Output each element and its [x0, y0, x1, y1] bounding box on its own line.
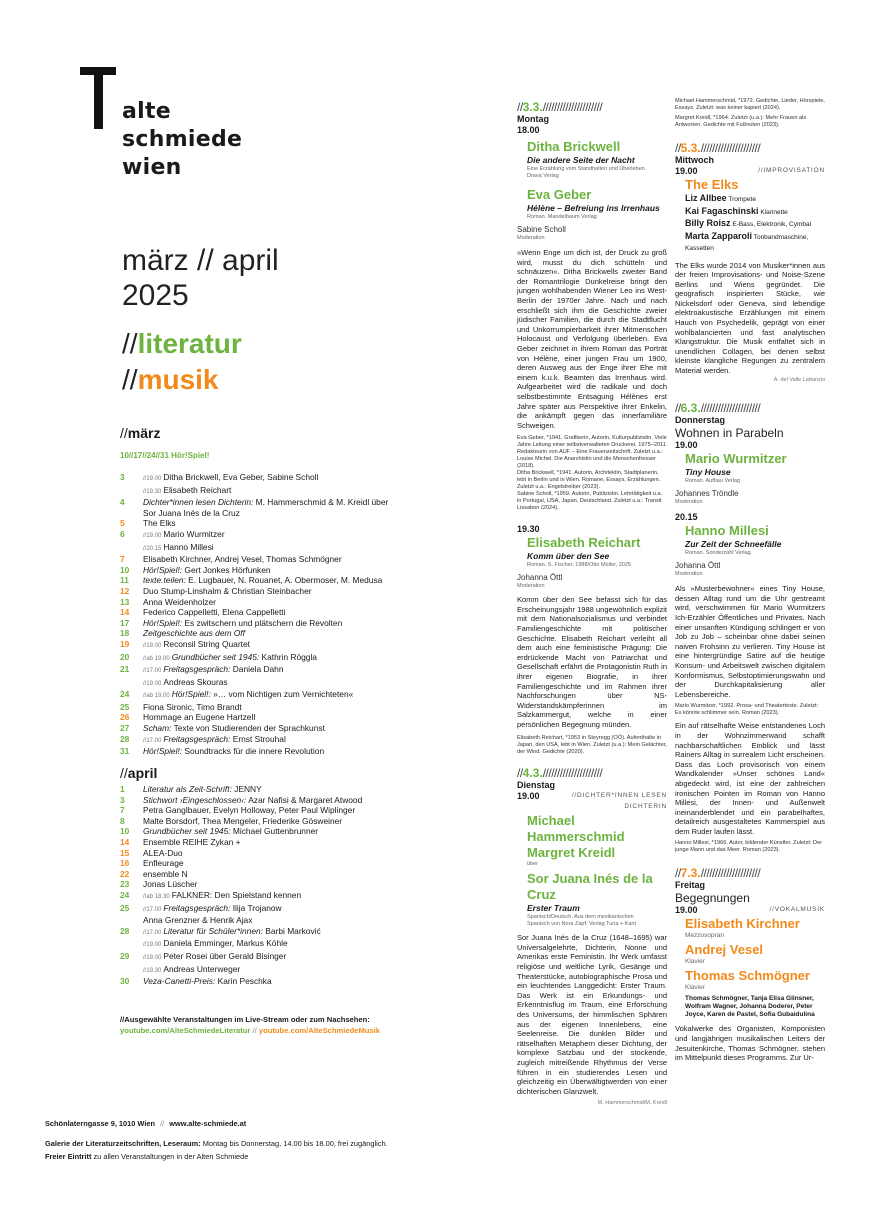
event-name: Thomas Schmögner	[685, 968, 810, 984]
calendar-entry[interactable]	[120, 518, 460, 529]
calendar-text: Hör!Spiel!: Es zwitschern und plätschern die Revolten	[143, 617, 343, 628]
calendar-day	[120, 964, 143, 977]
calendar-time: //ab 19.00	[143, 655, 170, 662]
calendar-entry[interactable]	[120, 848, 460, 859]
calendar-text: //ab 19.00 Hör!Spiel!: »… vom Nichtigen zum Vernichteten«	[143, 689, 354, 700]
calendar-text: ALEA-Duo	[143, 847, 183, 858]
calendar-time: //20.15	[143, 545, 162, 552]
stream-link-musik[interactable]: youtube.com/AlteSchmiedeMusik	[258, 1026, 380, 1035]
calendar-day: 13	[120, 596, 130, 607]
moderator-role: Moderation	[517, 235, 545, 241]
calendar-entry[interactable]	[120, 689, 460, 702]
calendar-entry[interactable]	[120, 677, 460, 690]
calendar-day	[120, 542, 143, 555]
calendar-text: Anna Weidenholzer	[143, 596, 216, 607]
calendar-text: Duo Stump-Linshalm & Christian Steinbacher	[143, 585, 312, 596]
musician	[685, 231, 825, 255]
musician-name: Marta Zapparoli	[685, 230, 753, 241]
bio: Michael Hammerschmid, *1972. Gedichte, Lieder, Hörspiele, Essays. Zuletzt: was keiner kapiert (2024).	[675, 98, 825, 111]
calendar-entry[interactable]	[120, 879, 460, 890]
calendar-entry[interactable]	[120, 664, 460, 677]
calendar-day: 8	[120, 815, 125, 826]
calendar-day: 11	[120, 575, 129, 586]
cat-musik-label: musik	[137, 364, 219, 395]
calendar-time: //19.00	[143, 942, 162, 949]
calendar-day: 17	[120, 617, 130, 628]
event-description: Ein auf rätselhafte Weise entstandenes Loch in der Wohnzimmerwand schafft nachbarschaftlichen Einblick und lässt Rainers Alltag in surrealem Licht erscheinen. Dass das Loch provisorisch von einem Wandkalender »Unser schönes Land« abgedeckt wird, ist eine der zahlreichen ironischen Pointen im Roman von Hanno Millesi, der Innen- und Außenwelt ineinanderblendet und ein parabelhaftes, detailreich ausgestaltetes Kammerspiel aus dem Ruder laufen lässt.	[675, 721, 825, 836]
brand-wordmark	[122, 98, 242, 182]
bio: Mario Wurmitzer, *1992. Prosa- und Theatertexte. Zuletzt: Es könnte schlimmer sein. Roman (2023).	[675, 703, 819, 717]
event-name: Elisabeth Reichart	[527, 535, 641, 551]
footer-galerie-hours: Montag bis Donnerstag, 14.00 bis 18.00, frei zugänglich.	[202, 1139, 388, 1148]
calendar-entry[interactable]	[120, 903, 460, 916]
calendar-entry[interactable]	[120, 926, 460, 939]
calendar-text: //20.15 Hanno Millesi	[143, 541, 214, 552]
moderator: Johanna Öttl	[675, 561, 721, 571]
date-6-3: //6.3./////////////////////	[675, 401, 761, 416]
event-tag: //IMPROVISATION	[758, 167, 825, 174]
season-year: 2025	[122, 279, 189, 312]
book-title: Die andere Seite der Nacht	[527, 155, 635, 165]
moderator: Johanna Öttl	[517, 573, 563, 583]
weekday: Donnerstag	[675, 415, 726, 426]
calendar-day	[120, 938, 143, 951]
calendar-day	[120, 915, 143, 926]
calendar-entry[interactable]	[120, 938, 460, 951]
footer: Schönlaterngasse 9, 1010 Wien // www.alte-schmiede.at Galerie der Literaturzeitschriften, Leseraum: Montag bis Donnerstag, 14.00 bis 18.00, frei zugänglich. Freier Eintritt zu allen Veranstaltungen in der Alten Schmiede	[45, 1119, 388, 1161]
event-time: 19.00	[675, 440, 698, 451]
calendar-time: //19.00	[143, 642, 162, 649]
calendar-day: 21	[120, 664, 130, 675]
calendar-day: 29	[120, 950, 130, 961]
date-5-3: //5.3./////////////////////	[675, 141, 761, 155]
calendar-day: 4	[120, 497, 125, 508]
brand-line-3: wien	[122, 155, 182, 180]
book-meta: Spanisch/Deutsch. Aus dem mexikanischen	[527, 914, 634, 921]
event-name: Ditha Brickwell	[527, 139, 621, 154]
calendar-entry[interactable]	[120, 652, 460, 665]
event-name: Sor Juana Inés de la Cruz	[527, 871, 653, 903]
calendar-entry[interactable]	[120, 746, 460, 757]
calendar-day: 23	[120, 879, 130, 890]
calendar-time: //17.00	[143, 668, 162, 675]
cat-slash: //	[122, 364, 138, 395]
calendar-time: //19.00	[143, 476, 162, 482]
season-months: märz // april	[122, 244, 279, 277]
event-description: Komm über den See befasst sich für das Erscheinungsjahr 1988 ungewöhnlich explizit mit dem Nationalsozialismus und verbindet Familiengeschichte mit politischer Geschichte. Elisabeth Reichart verleiht all dem auch eine feministische Prägung: Die erdrückende Macht von Patriarchat und Gesellschaft erfährt die Protagonistin Ruth in ihrer eigenen Biografie, in ihrer Familiengeschichte und im Rahmen ihrer Nachforschungen über NS-Widerstandskämpferinnen im Salzkammergut, welche in einer persönlichen Begegnung münden.	[517, 595, 667, 729]
book-title: Tiny House	[685, 467, 731, 478]
calendar-entry[interactable]	[120, 508, 460, 519]
calendar-entry[interactable]	[120, 618, 460, 629]
calendar-entry[interactable]	[120, 964, 460, 977]
calendar-text: Jonas Lüscher	[143, 879, 198, 890]
calendar-entry[interactable]	[120, 734, 460, 747]
brand-line-2: schmiede	[122, 127, 243, 152]
calendar-text: //17.00 Freitagsgespräch: Daniela Dahn	[143, 664, 284, 675]
moderator: Johannes Tröndle	[675, 489, 739, 499]
calendar-text: //19.00 Mario Wurmitzer	[143, 528, 225, 539]
calendar-text: Enfleurage	[143, 858, 184, 869]
calendar-text: //19.00 Andreas Skouras	[143, 676, 228, 687]
event-name: Mario Wurmitzer	[685, 451, 787, 467]
calendar-day: 25	[120, 701, 130, 712]
calendar-april	[120, 784, 460, 987]
calendar-text: //19.30 Andreas Unterweger	[143, 963, 241, 974]
moderator-role: Moderation	[517, 583, 545, 590]
composer-list: Thomas Schmögner, Tanja Elisa Glinsner, Wolfram Wagner, Johanna Doderer, Peter Joyce, Karen de Pastel, Sofia Gubaidulina	[685, 995, 815, 1019]
stream-link-literatur[interactable]: youtube.com/AlteSchmiedeLiteratur	[120, 1026, 251, 1035]
calendar-text: //19.00 Daniela Emminger, Markus Köhle	[143, 938, 288, 949]
musician-name: Liz Allbee	[685, 193, 727, 203]
event-description: The Elks wurde 2014 von Musiker*innen aus der freien Improvisations- und Noise-Szene Berlins und Wiens gegründet. Die geografisch inspirierten Stücke, wie Nickelsdorf oder Geneva, sind lebendige elektroakustische Erzählungen mit einem Hauch von Psychedelik, geprägt von einer wohlbalancierten und fast analytischen Klangstruktur. Die Musik entfaltet sich in unendlichen Collagen, bei denen selbst kleinste klangliche Regungen zu zentralem Material werden.	[675, 260, 825, 376]
calendar-entry[interactable]	[120, 586, 460, 597]
calendar-entry[interactable]	[120, 795, 460, 806]
logo-hammer-handle	[94, 67, 103, 129]
calendar-entry[interactable]	[120, 712, 460, 723]
event-description: Vokalwerke des Organisten, Komponisten und langjährigen musikalischen Leiters der Jesuitenkirche, Thomas Schmögner, stehen im Mittelpunkt dieses Programms. Zur Ur-	[675, 1024, 825, 1063]
calendar-entry[interactable]	[120, 607, 460, 618]
column-events-2	[675, 98, 825, 1063]
calendar-time: //19.00	[143, 680, 162, 687]
event-time: 19.00	[675, 166, 698, 176]
month-heading-april: //april	[120, 765, 158, 781]
calendar-maerz	[120, 472, 460, 757]
stream-text: //Ausgewählte Veranstaltungen im Live-Stream oder zum Nachsehen:	[120, 1015, 370, 1024]
event-tag: //DICHTER*INNEN LESEN	[571, 791, 667, 799]
calendar-text: Veza-Canetti-Preis: Karin Peschka	[143, 976, 272, 987]
category-musik	[122, 364, 219, 396]
weekday: Mittwoch	[675, 155, 714, 165]
event-time: 19.00	[517, 790, 540, 801]
bio: Hanno Millesi, *1966. Autor, bildender Künstler. Zuletzt: Der junge Mann und das Meer. Roman (2023).	[675, 840, 823, 854]
calendar-entry[interactable]	[120, 951, 460, 964]
calendar-entry[interactable]	[120, 529, 460, 542]
footer-website-link[interactable]: www.alte-schmiede.at	[169, 1119, 247, 1128]
event-description: »Wenn Enge um dich ist, der Druck zu groß wird, musst du dich schütteln und schnäuzen«. Ditha Brickwells zweiter Band der Romantrilogie Dunkelreise bringt den jungen wohlhabenden Wiener Leo ins West-Berlin der 1970er Jahre. Nach und nach erschließt sich ihm die Geschichte zweier jüdischer Familien, die durch die Stadtflucht und Unkorrumpierbarkeit ihrer Mitmenschen Holocaust und Verfolgung überleben. Eva Geber zeichnet in ihrem Roman das Porträt von Hélène, einer jungen Frau um 1900, deren Ausweg aus der Enge ihrer Ehe mit einem k.u.k. Beamten das Irrenhaus wird. Aufgearbeitet wird die radikale und doch selbstbestimmte Entsagung Hélènes erst Jahre später aus Perspektive ihrer Enkelin, die ankämpft gegen das innerfamiliäre Schweigen.	[517, 248, 667, 430]
calendar-entry[interactable]	[120, 575, 460, 586]
calendar-day: 28	[120, 925, 130, 936]
calendar-entry[interactable]	[120, 597, 460, 608]
book-meta: Spanisch von Nora Zapf. Verlag Turia + Kant	[527, 921, 636, 928]
season-title	[122, 243, 279, 313]
event-name: Michael Hammerschmid	[527, 813, 625, 845]
calendar-day: 10	[120, 564, 130, 575]
cat-slash: //	[122, 328, 138, 359]
calendar-day: 22	[120, 868, 130, 879]
performer-role: Klavier	[685, 958, 705, 966]
event-name: The Elks	[685, 177, 739, 192]
bio: Elisabeth Reichart, *1953 in Steyregg (OÖ). Aufenthalte in Japan, den USA, lebt in Wien. Zuletzt (u.a.): Mein Gelächter, der Wind. Gedichte (2020).	[517, 734, 667, 755]
moderator-role: Moderation	[675, 499, 703, 506]
calendar-text: Hör!Spiel!: Gert Jonkes Hörfunken	[143, 564, 271, 575]
calendar-time: //ab 18.30	[143, 893, 170, 900]
calendar-entry[interactable]	[120, 858, 460, 869]
date-3-3: //3.3./////////////////////	[517, 100, 603, 114]
calendar-text: //19.30 Elisabeth Reichart	[143, 484, 232, 495]
calendar-day: 7	[120, 805, 125, 816]
calendar-entry[interactable]	[120, 723, 460, 734]
calendar-day: 24	[120, 889, 130, 900]
calendar-day: 20	[120, 651, 130, 662]
weekday: Montag	[517, 114, 549, 124]
calendar-entry[interactable]	[120, 784, 460, 795]
brand-line-1: alte	[122, 99, 172, 124]
calendar-entry[interactable]	[120, 837, 460, 848]
calendar-day: 3	[120, 794, 125, 805]
calendar-text: The Elks	[143, 518, 176, 529]
calendar-day: 14	[120, 607, 130, 618]
calendar-entry[interactable]	[120, 554, 460, 565]
calendar-text: //19.00 Ditha Brickwell, Eva Geber, Sabine Scholl	[143, 472, 319, 482]
musician-instrument: Klarinette	[758, 208, 788, 216]
calendar-day	[120, 485, 143, 498]
event-name: Hanno Millesi	[685, 523, 769, 539]
event-name: Eva Geber	[527, 187, 592, 202]
event-time: 18.00	[517, 125, 540, 135]
performer-role: Klavier	[685, 984, 705, 992]
calendar-text: //19.00 Peter Rosei über Gerald Bisinger	[143, 950, 287, 961]
calendar-entry[interactable]	[120, 805, 460, 816]
book-meta: Roman. Aufbau Verlag	[685, 478, 741, 485]
calendar-entry[interactable]	[120, 497, 460, 508]
calendar-text: Fiona Sironic, Timo Brandt	[143, 701, 242, 712]
calendar-entry[interactable]	[120, 816, 460, 827]
calendar-entry[interactable]	[120, 890, 460, 903]
musician-name: Kai Fagaschinski	[685, 205, 759, 216]
bio: Eva Geber, *1941. Grafikerin, Autorin, Kulturpublizistin. Viele Jahre Leitung einer selbstverwalteten Druckerei, 1975–2011 Redakteurin von AUF – Eine Frauenzeitschrift. Zuletzt u.a.: Louise Michel. Die Anarchistin und die Menschenfresser (2018).	[517, 435, 667, 470]
calendar-entry[interactable]	[120, 869, 460, 880]
calendar-text: Hör!Spiel!: Soundtracks für die innere Revolution	[143, 746, 325, 757]
calendar-time: //17.00	[143, 737, 162, 744]
calendar-day	[120, 677, 143, 690]
bio: Margret Kreidl, *1964. Zuletzt (u.a.): Mehr Frauen als Antworten. Gedichte mit Fußnoten (2023).	[675, 115, 807, 128]
calendar-day: 12	[120, 585, 130, 596]
calendar-text: Sor Juana Inés de la Cruz	[143, 507, 240, 518]
event-name: Andrej Vesel	[685, 942, 764, 958]
month-heading-maerz: //märz	[120, 425, 161, 441]
footer-galerie-label: Galerie der Literaturzeitschriften, Leseraum:	[45, 1139, 201, 1148]
book-meta: Eine Erzählung vom Standhalten und Überleben.	[527, 166, 647, 172]
book-title: Erster Traum	[527, 903, 580, 914]
musician	[685, 193, 825, 206]
hoerspiel-dates: 10//17//24//31 Hör!Spiel!	[120, 451, 210, 460]
calendar-day: 16	[120, 858, 130, 869]
calendar-text: Zeitgeschichte aus dem Off	[143, 628, 245, 639]
musician	[685, 206, 825, 219]
calendar-text: Ensemble REIHE Zykan +	[143, 836, 241, 847]
calendar-text: Anna Grenzner & Henrik Ajax	[143, 915, 253, 926]
calendar-day	[120, 508, 143, 519]
event-description: Sor Juana Inés de la Cruz (1648–1695) war Universalgelehrte, Dichterin, Nonne und Amerikas erste Feministin. Ihr Werk umfasst religiöse und weltliche Lyrik, Gesänge und Theaterstücke, autobiographische Prosa und ein leuchtendes Langgedicht: Erster Traum. Das Werk ist ein Erkundungs- und Erkenntnisflug im Traum, eine Erforschung des Universums, der himmlischen Sphären aus der eigenen Innenlebens, eine Seelenreise. Die dunklen Bilder und rätselhaften Metaphern dieser Dichtung, der komplexe Satzbau und der stockende, zugleich mitreißende Rhythmus der Verse führen in ein studierendes Lesen und gleichzeitig ein Überwältigtwerden von einer dichterischen Glanzwelt.	[517, 933, 667, 1096]
moderator: Sabine Scholl	[517, 225, 566, 234]
date-4-3: //4.3./////////////////////	[517, 765, 603, 780]
calendar-day: 7	[120, 554, 125, 565]
cat-literatur-label: literatur	[137, 328, 242, 359]
calendar-text: texte.teilen: E. Lugbauer, N. Rouanet, A. Obermoser, M. Medusa	[143, 575, 383, 586]
calendar-day: 19	[120, 638, 130, 649]
calendar-entry[interactable]	[120, 826, 460, 837]
calendar-entry[interactable]	[120, 565, 460, 576]
date-7-3: //7.3./////////////////////	[675, 866, 761, 881]
event-tag: DICHTERIN	[624, 802, 667, 810]
book-title: Zur Zeit der Schneefälle	[685, 539, 782, 550]
calendar-time: //19.00	[143, 532, 162, 539]
photo-credit: A. del Valle Lattanzio	[773, 376, 825, 383]
calendar-entry[interactable]	[120, 472, 460, 485]
musician-name: Billy Roisz	[685, 218, 731, 228]
event-description: Als »Musterbewohner« eines Tiny House, dessen Alltag rund um die Uhr gestreamt wird, verschwimmen für Mario Wurmitzers Ich-Erzähler Öffentliches und Privates. Nach einer unsanften Kündigung schlingert er von Job zu Job – scheinbar ohne dabei seinen naiven Frohsinn zu verlieren. Tiny House ist eine hintergründige Satire auf die heutige Konsum- und Arbeitswelt zwischen digitalem Konformismus, Selbstoptimierungswahn und der Durchkapitalisierung aller Lebensbereiche.	[675, 584, 825, 699]
calendar-text: Stichwort ›Eingeschlossen‹: Azar Nafisi & Margaret Atwood	[143, 794, 363, 805]
footer-address: Schönlaterngasse 9, 1010 Wien	[45, 1119, 156, 1128]
calendar-time: //17.00	[143, 929, 162, 936]
calendar-day: 26	[120, 712, 130, 723]
calendar-day: 27	[120, 723, 130, 734]
book-meta: Roman. S. Fischer, 1988/Otto Müller, 2025	[527, 562, 631, 569]
event-name: Elisabeth Kirchner	[685, 916, 800, 932]
calendar-day: 10	[120, 826, 130, 837]
calendar-day: 1	[120, 784, 125, 794]
calendar-text: Literatur als Zeit-Schrift: JENNY	[143, 784, 262, 794]
calendar-text: Grundbücher seit 1945: Michael Guttenbrunner	[143, 826, 319, 837]
event-time: 19.30	[517, 524, 540, 535]
book-meta: Roman. Mandelbaum Verlag	[527, 214, 597, 220]
calendar-day: 24	[120, 689, 130, 700]
calendar-time: //17.00	[143, 906, 162, 913]
musician-instrument: Tonbandmaschine, Kassetten	[685, 233, 809, 252]
calendar-text: //17.00 Freitagsgespräch: Ernst Strouhal	[143, 733, 286, 744]
calendar-text: //ab 19.00 Grundbücher seit 1945: Kathrin Röggla	[143, 651, 317, 662]
calendar-time: //19.00	[143, 954, 162, 961]
stream-info: //Ausgewählte Veranstaltungen im Live-Stream oder zum Nachsehen: youtube.com/AlteSchmiedeLiteratur // youtube.com/AlteSchmiedeMusik	[120, 1015, 380, 1035]
calendar-entry[interactable]	[120, 915, 460, 926]
calendar-entry[interactable]	[120, 628, 460, 639]
column-events-1	[517, 100, 667, 1109]
calendar-day: 25	[120, 902, 130, 913]
calendar-text: ensemble N	[143, 868, 188, 879]
bio: Sabine Scholl, *1959. Autorin, Publizistin. Lehrtätigkeit u.a. in Portugal, USA, Japan, Deutschland. Zuletzt u.a.: Transit Lissabon (2024).	[517, 491, 663, 512]
calendar-entry[interactable]	[120, 639, 460, 652]
event-name: Margret Kreidl	[527, 845, 616, 861]
musician-instrument: E-Bass, Elektronik, Cymbal	[730, 221, 812, 228]
calendar-time: //19.30	[143, 488, 162, 495]
calendar-day: 3	[120, 472, 125, 482]
calendar-day: 28	[120, 733, 130, 744]
book-meta: Roman. Sonderzahl Verlag	[685, 550, 751, 557]
calendar-text: Petra Ganglbauer, Evelyn Holloway, Peter Paul Wiplinger	[143, 805, 356, 816]
event-tag: //VOKALMUSIK	[769, 906, 825, 914]
calendar-day: 6	[120, 528, 125, 539]
calendar-text: //ab 18.30 FALKNER: Den Spielstand kennen	[143, 889, 302, 900]
calendar-day: 5	[120, 518, 125, 529]
calendar-entry[interactable]	[120, 702, 460, 713]
moderator-role: Moderation	[675, 571, 703, 578]
event-series: Begegnungen	[675, 891, 750, 906]
book-title: Hélène – Befreiung ins Irrenhaus	[527, 203, 660, 213]
calendar-text: Scham: Texte von Studierenden der Sprachkunst	[143, 723, 325, 734]
performer-role: Mezzosopran	[685, 932, 725, 940]
calendar-day: 15	[120, 847, 130, 858]
connector-text: über	[527, 861, 539, 868]
calendar-day: 14	[120, 836, 130, 847]
bio: Ditha Brickwell, *1941. Autorin, Architektin, Stadtplanerin, lebt in Berlin und in Wien. Romane, Essays, Erzählungen. Zuletzt u.a.: Engelstreiber (2023).	[517, 470, 661, 491]
calendar-text: //17.00 Freitagsgespräch: Ilija Trojanow	[143, 902, 282, 913]
calendar-day: 30	[120, 976, 130, 987]
photo-credit: M. Hammerschmid/M. Kreidl	[597, 1100, 667, 1107]
calendar-entry[interactable]	[120, 976, 460, 987]
calendar-text: //19.00 Reconsil String Quartet	[143, 638, 250, 649]
calendar-text: Dichter*innen lesen Dichterin: M. Hammerschmid & M. Kreidl über	[143, 497, 389, 508]
musician-instrument: Trompete	[726, 196, 756, 203]
footer-eintritt-label: Freier Eintritt	[45, 1152, 92, 1161]
calendar-time: //19.30	[143, 967, 162, 974]
category-literatur	[122, 328, 242, 360]
calendar-time: //ab 19.00	[143, 693, 170, 700]
calendar-text: Elisabeth Kirchner, Andrej Vesel, Thomas Schmögner	[143, 554, 342, 565]
musician	[685, 218, 825, 231]
calendar-text: Malte Borsdorf, Thea Mengeler, Friederike Gösweiner	[143, 815, 343, 826]
event-time: 19.00	[675, 905, 698, 916]
calendar-text: Federico Cappelletti, Elena Cappelletti	[143, 607, 286, 618]
weekday: Freitag	[675, 880, 706, 891]
event-time: 20.15	[675, 512, 698, 523]
calendar-entry[interactable]	[120, 542, 460, 555]
calendar-text: //17.00 Literatur für Schüler*innen: Barbi Marković	[143, 925, 321, 936]
footer-eintritt-text: zu allen Veranstaltungen in der Alten Schmiede	[93, 1152, 249, 1161]
book-meta: Drava Verlag	[527, 173, 559, 179]
calendar-day: 18	[120, 628, 130, 639]
musician-list	[685, 193, 825, 255]
calendar-entry[interactable]	[120, 485, 460, 498]
book-title: Komm über den See	[527, 551, 610, 562]
calendar-text: Hommage an Eugene Hartzell	[143, 712, 256, 723]
calendar-day: 31	[120, 746, 130, 757]
weekday: Dienstag	[517, 779, 556, 790]
event-series: Wohnen in Parabeln	[675, 426, 784, 441]
